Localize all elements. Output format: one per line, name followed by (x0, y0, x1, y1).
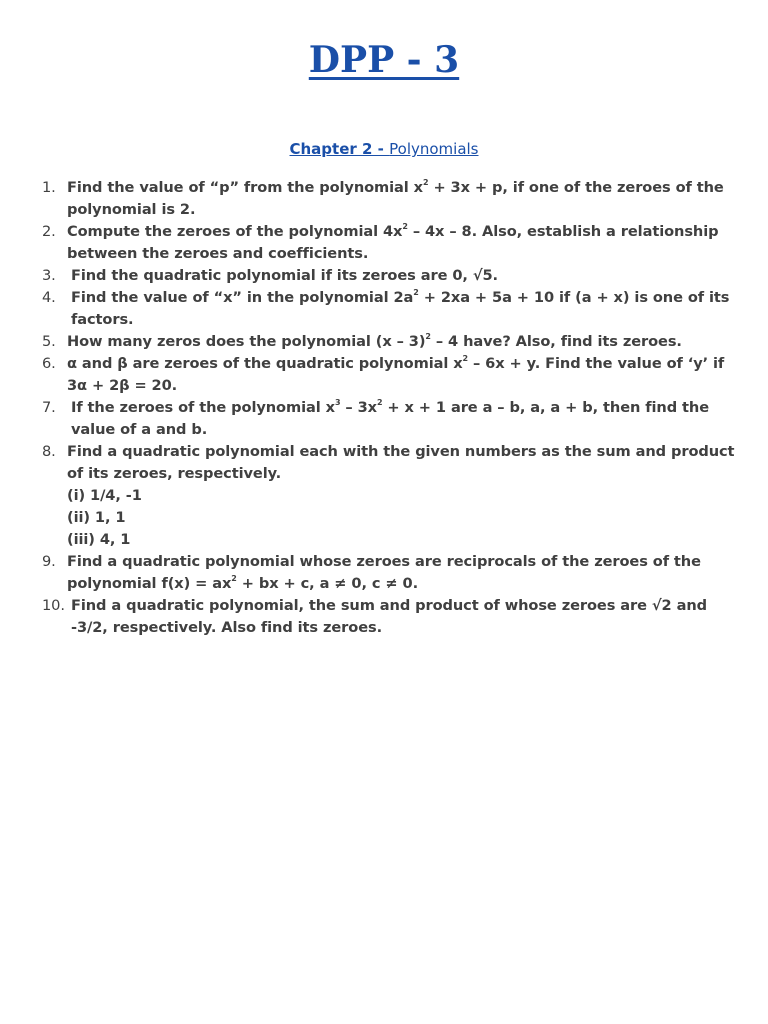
question-number: 1. (42, 179, 56, 196)
question-number: 9. (42, 553, 56, 570)
question-text: Find a quadratic polynomial each with the given numbers as the sum and product of its zeroes, respectively. (i) 1/4, -1 (ii) 1, 1 (iii) 4, 1 (67, 441, 738, 551)
question-number: 10. (42, 597, 65, 614)
question-number: 4. (42, 289, 56, 306)
question-7 (38, 397, 738, 441)
question-text: Find the value of “x” in the polynomial $2a^2 + 2xa + 5a + 10$ if (a + x) is one of its factors. (71, 288, 730, 328)
question-3 (38, 265, 738, 287)
chapter-prefix: Chapter 2 - (289, 140, 390, 158)
question-text: Find a quadratic polynomial whose zeroes are reciprocals of the zeroes of the polynomial $f(x) = ax^2$ + bx + c, a ≠ 0, c ≠ 0. (67, 553, 701, 592)
question-8 (38, 441, 738, 551)
question-list (38, 177, 738, 639)
chapter-heading (0, 138, 768, 160)
question-10 (38, 595, 738, 639)
question-text: Compute the zeroes of the polynomial $4x^2 - 4x - 8$. Also, establish a relationship between the zeroes and coefficients. (67, 222, 719, 262)
question-9 (38, 551, 738, 595)
question-part: (iii) 4, 1 (67, 531, 131, 548)
question-6 (38, 353, 738, 397)
question-text: Find the value of “p” from the polynomial $x^2 + 3x + p$, if one of the zeroes of the polynomial is 2. (67, 178, 724, 218)
question-number: 5. (42, 333, 56, 350)
question-text: α and β are zeroes of the quadratic polynomial $x^2 - 6x + y$. Find the value of ‘y’ if 3α + 2β = 20. (67, 354, 725, 394)
page-title: DPP - 3 (308, 39, 460, 81)
question-1 (38, 177, 738, 221)
chapter-name: Polynomials (389, 140, 479, 158)
question-part: (ii) 1, 1 (67, 509, 126, 526)
question-number: 3. (42, 267, 56, 284)
question-number: 8. (42, 443, 56, 460)
question-text: Find a quadratic polynomial, the sum and product of whose zeroes are √2 and -3/2, respectively. Also find its zeroes. (71, 597, 707, 636)
question-text: If the zeroes of the polynomial $x^3 - 3x^2 + x + 1$ are a – b, a, a + b, then find the value of a and b. (71, 398, 709, 438)
question-2 (38, 221, 738, 265)
question-number: 7. (42, 399, 56, 416)
question-number: 6. (42, 355, 56, 372)
question-number: 2. (42, 223, 56, 240)
question-4 (38, 287, 738, 331)
question-5 (38, 331, 738, 353)
question-part: (i) 1/4, -1 (67, 487, 142, 504)
question-text: How many zeros does the polynomial (x – 3)$^2$ – 4 have? Also, find its zeroes. (67, 332, 682, 350)
question-text: Find the quadratic polynomial if its zeroes are 0, √5. (71, 267, 498, 284)
